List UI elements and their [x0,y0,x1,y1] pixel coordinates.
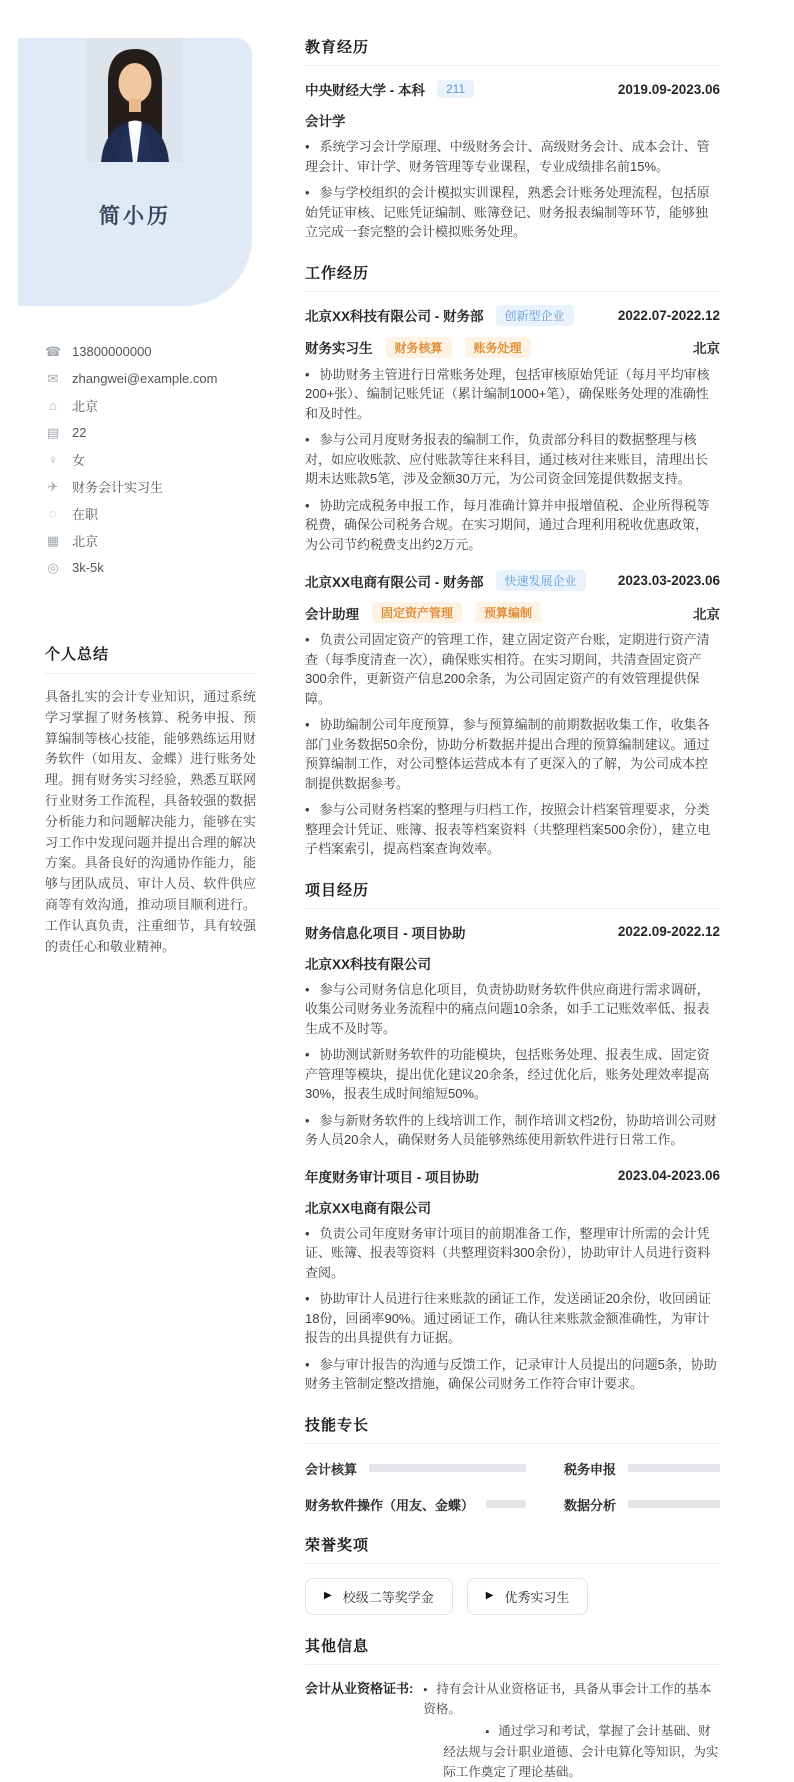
job-date: 2022.07-2022.12 [617,307,720,323]
skill-progress-bar [628,1500,720,1508]
job-bullet: • 参与公司财务档案的整理与归档工作，按照会计档案管理要求，分类整理会计凭证、账簿、报表等档案资料（共整理档案500余份），建立电子档案索引，提高档案查询效率。 [305,800,720,859]
contact-value-salary: 3k-5k [72,560,104,575]
company-badge: 创新型企业 [496,305,574,326]
section-awards [305,1534,720,1615]
other-title: 其他信息 [305,1635,720,1665]
job-location: 北京 [693,606,720,622]
project-bullet: • 协助审计人员进行往来账款的函证工作，发送函证20余份，收回函证18份，回函率90%。通过函证工作，确认往来账款金额准确性，为审计报告的出具提供有力证据。 [305,1289,720,1348]
certificate-bullet: ▪ 持有会计从业资格证书，具备从事会计工作的基本资格。 [423,1679,720,1720]
education-title: 教育经历 [305,36,720,66]
job-role: 会计助理 [305,606,359,622]
award-label: 校级二等奖学金 [342,1589,434,1605]
awards-title: 荣誉奖项 [305,1534,720,1564]
building-icon: ▦ [46,532,60,548]
section-other-info [305,1635,720,1782]
summary-text: 具备扎实的会计专业知识，通过系统学习掌握了财务核算、税务申报、预算编制等核心技能，能够熟练运用财务软件（如用友、金蝶）进行账务处理。拥有财务实习经验，熟悉互联网行业财务工作流程，具备较强的数据分析能力和问题解决能力，能够在实习工作中发现问题并提出合理的解决方案。具备良好的沟通协作能力，能够与团队成员、审计人员、软件供应商等有效沟通，推动项目顺利进行。工作认真负责，注重细节，具有较强的责任心和敬业精神。 [45,689,256,954]
home-icon: ⌂ [49,398,57,413]
salary-icon: ◎ [47,559,59,575]
skill-item [564,1459,720,1478]
job-bullet: • 协助完成税务申报工作，每月准确计算并申报增值税、企业所得税等税费，确保公司税务合规。在实习期间，通过合理利用税收优惠政策，为公司节约税费支出约2万元。 [305,496,720,555]
job-tag: 预算编制 [475,602,541,623]
award-button-intern[interactable] [467,1578,589,1615]
education-major: 会计学 [305,114,346,129]
skill-item [305,1459,526,1478]
certificate-bullet: ▪ 通过学习和考试，掌握了会计基础、财经法规与会计职业道德、会计电算化等知识，为实际工作奠定了理论基础。 [443,1721,720,1782]
company-name: 北京XX科技有限公司 - 财务部 [305,309,484,324]
contact-value-status: 在职 [72,507,99,522]
job-role: 财务实习生 [305,341,373,356]
job-tag: 固定资产管理 [372,602,462,623]
contact-item-location [45,392,270,419]
skill-label: 税务申报 [564,1461,617,1477]
award-button-scholarship[interactable] [305,1578,453,1615]
project-bullet: • 参与公司财务信息化项目，负责协助财务软件供应商进行需求调研，收集公司财务业务流程中的痛点问题10余条，如手工记账效率低、报表生成不及时等。 [305,980,720,1039]
contact-value-gender: 女 [72,453,86,468]
skill-label: 财务软件操作（用友、金蝶） [305,1497,475,1513]
sidebar [0,0,270,957]
project-bullet: • 参与审计报告的沟通与反馈工作，记录审计人员提出的问题5条，协助财务主管制定整改措施，确保公司财务工作符合审计要求。 [305,1355,720,1394]
job-bullet: • 负责公司固定资产的管理工作，建立固定资产台账，定期进行资产清查（每季度清查一次），确保账实相符。在实习期间，共清查固定资产300余件，更新资产信息200余条，为公司固定资产的有效管理提供保障。 [305,630,720,708]
project-company: 北京XX科技有限公司 [305,956,432,972]
award-label: 优秀实习生 [504,1589,570,1605]
school-name: 中央财经大学 - 本科 [305,83,425,98]
company-badge: 快速发展企业 [496,570,586,591]
status-icon: ◌ [49,506,57,521]
certificate-detail-list [423,1679,720,1782]
summary-title: 个人总结 [45,643,256,674]
email-icon: ✉ [47,370,59,386]
skill-progress-bar [628,1464,720,1472]
project-bullet: • 参与新财务软件的上线培训工作，制作培训文档2份，协助培训公司财务人员20余人，确保财务人员能够熟练使用新软件进行日常工作。 [305,1111,720,1150]
gender-icon: ♀ [48,452,58,467]
project-date: 2022.09-2022.12 [617,924,720,939]
contact-value-job-title: 财务会计实习生 [72,480,164,495]
contact-item-gender [45,446,270,473]
skill-label: 会计核算 [305,1461,358,1477]
job-tag: 财务核算 [386,337,452,358]
job-location: 北京 [693,341,720,356]
job-bullet: • 协助编制公司年度预算，参与预算编制的前期数据收集工作，收集各部门业务数据50余份，协助分析数据并提出合理的预算编制建议。通过预算编制工作，对公司整体运营成本有了更深入的了解，为公司成本控制提供数据参考。 [305,715,720,793]
job-bullet: • 协助财务主管进行日常账务处理，包括审核原始凭证（每月平均审核200+张）、编制记账凭证（累计编制1000+笔），确保账务处理的准确性和及时性。 [305,365,720,424]
contact-item-city [45,527,270,554]
section-projects [305,879,720,1394]
play-icon: ▶ [324,1590,332,1601]
contact-item-salary [45,554,270,581]
project-bullet: • 负责公司年度财务审计项目的前期准备工作，整理审计所需的会计凭证、账簿、报表等资料（共整理资料300余份），协助审计人员进行资料查阅。 [305,1224,720,1283]
education-bullet: • 系统学习会计学原理、中级财务会计、高级财务会计、成本会计、管理会计、审计学、财务管理等专业课程，专业成绩排名前15%。 [305,137,720,176]
contact-value-age: 22 [72,425,87,440]
certificate-label: 会计从业资格证书: [305,1680,414,1696]
section-work-experience [305,262,720,859]
section-education [305,36,720,242]
contact-item-email [45,365,270,392]
work-entry [305,570,720,859]
contact-item-status [45,500,270,527]
project-entry [305,922,720,1150]
project-entry [305,1166,720,1394]
contact-item-job-title [45,473,270,500]
age-icon: ▤ [46,424,60,440]
project-company: 北京XX电商有限公司 [305,1200,432,1216]
contact-value-phone: 13800000000 [72,344,152,359]
project-name: 年度财务审计项目 - 项目协助 [305,1169,479,1185]
work-title: 工作经历 [305,262,720,292]
contact-list [45,338,270,581]
skill-progress-bar [369,1464,526,1472]
education-bullet: • 参与学校组织的会计模拟实训课程，熟悉会计账务处理流程，包括原始凭证审核、记账凭证编制、账簿登记、财务报表编制等环节，能够独立完成一套完整的会计模拟账务处理。 [305,183,720,242]
job-tag: 账务处理 [465,337,531,358]
contact-item-age [45,419,270,446]
paper-plane-icon: ✈ [47,478,59,494]
company-name: 北京XX电商有限公司 - 财务部 [305,574,484,590]
work-entry [305,305,720,555]
profile-photo [87,38,183,162]
contact-value-location: 北京 [72,399,99,414]
section-skills [305,1414,720,1514]
skill-progress-bar [486,1500,526,1508]
skill-label: 数据分析 [564,1497,617,1513]
phone-icon: ☎ [45,343,62,359]
skill-item [305,1495,526,1514]
projects-title: 项目经历 [305,879,720,909]
project-name: 财务信息化项目 - 项目协助 [305,925,466,941]
contact-value-city: 北京 [72,534,99,549]
section-personal-summary [45,643,256,957]
play-icon: ▶ [485,1590,494,1601]
skill-item [564,1495,720,1514]
contact-value-email: zhangwei@example.com [72,371,218,386]
education-date: 2019.09-2023.06 [617,81,720,97]
project-bullet: • 协助测试新财务软件的功能模块，包括账务处理、报表生成、固定资产管理等模块，提出优化建议20余条，经过优化后，账务处理效率提高30%，报表生成时间缩短50%。 [305,1045,720,1104]
school-badge-211: 211 [437,80,474,98]
skills-title: 技能专长 [305,1414,720,1444]
main-column [305,0,720,1782]
candidate-name: 简小历 [99,205,171,228]
profile-card [18,38,252,306]
job-bullet: • 参与公司月度财务报表的编制工作，负责部分科目的数据整理与核对，如应收账款、应付账款等往来科目，通过核对往来账目，清理出长期未达账款5笔，涉及金额30万元，为公司资金回笼提供数据支持。 [305,430,720,489]
contact-item-phone [45,338,270,365]
job-date: 2023.03-2023.06 [617,573,720,588]
project-date: 2023.04-2023.06 [617,1168,720,1183]
